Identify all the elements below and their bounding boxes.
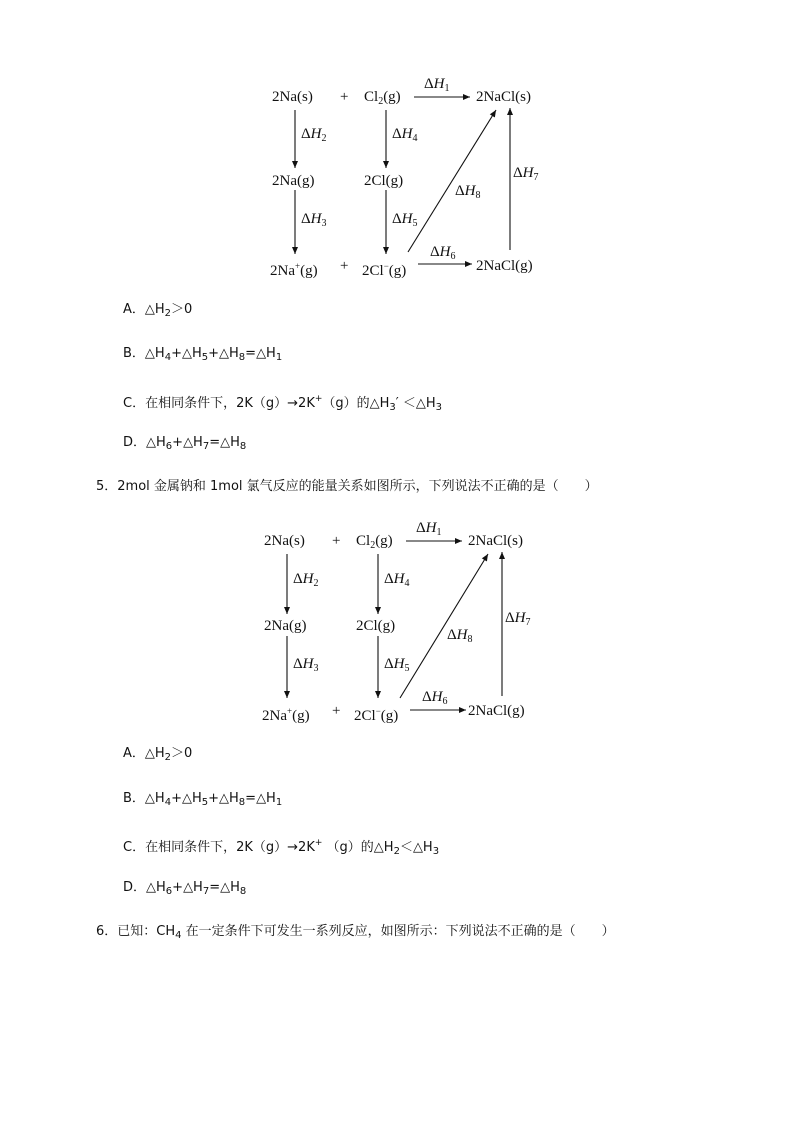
label-dh3: $\Delta H_3$ [293, 656, 319, 674]
species-nacl-solid: 2NaCl(s) [468, 533, 523, 549]
q5-option-d[interactable]: D．$\triangle H_6+\triangle H_7=\triangle H_8$ [123, 880, 247, 897]
species-cl2-gas: $Cl_2(g)$ [364, 89, 401, 107]
species-na-ion: 2Na+(g) [270, 261, 318, 279]
plus-sign: + [340, 89, 349, 105]
label-dh4: $\Delta H_4$ [392, 126, 418, 144]
diagram-arrows [0, 516, 794, 716]
energy-cycle-diagram-2 [0, 516, 794, 724]
species-na-ion: 2Na+(g) [262, 706, 310, 724]
q4-option-a[interactable]: A．$\triangle H_2>0$ [123, 302, 193, 319]
species-cl-gas: 2Cl(g) [356, 618, 396, 634]
label-dh3: $\Delta H_3$ [301, 211, 327, 229]
arrow-dh8 [408, 110, 496, 252]
species-na-solid: 2Na(s) [272, 89, 313, 105]
label-dh1: $\Delta H_1$ [416, 520, 442, 538]
label-dh7: $\Delta H_7$ [513, 165, 539, 183]
q4-option-d[interactable]: D．$\triangle H_6+\triangle H_7=\triangle H_8$ [123, 435, 247, 452]
q4-option-c[interactable]: C．在相同条件下，2K（g）→2K+（g）的$\triangle H_3'$ $<\triangle H_3$ [123, 394, 443, 413]
species-nacl-solid: 2NaCl(s) [476, 89, 531, 105]
label-dh6: $\Delta H_6$ [430, 244, 456, 262]
label-dh8: $\Delta H_8$ [455, 183, 481, 201]
q5-option-a[interactable]: A．$\triangle H_2>0$ [123, 746, 193, 763]
label-dh8: $\Delta H_8$ [447, 627, 473, 645]
plus-sign: + [332, 703, 341, 719]
q5-option-c[interactable]: C．在相同条件下，2K（g）→2K+ （g）的$\triangle H_2<\triangle H_3$ [123, 838, 440, 857]
species-na-solid: 2Na(s) [264, 533, 305, 549]
question-5-stem: 5．2mol 金属钠和 1mol 氯气反应的能量关系如图所示，下列说法不正确的是（ ） [96, 479, 598, 494]
label-dh1: $\Delta H_1$ [424, 76, 450, 94]
species-na-gas: 2Na(g) [264, 618, 307, 634]
label-dh7: $\Delta H_7$ [505, 610, 531, 628]
q5-option-b[interactable]: B．$\triangle H_4+\triangle H_5+\triangle H_8=\triangle H_1$ [123, 791, 283, 808]
species-cl-ion: 2Cl−(g) [362, 261, 407, 279]
question-6-stem: 6．已知：$CH_4$ 在一定条件下可发生一系列反应，如图所示：下列说法不正确的是（ ） [96, 924, 615, 941]
energy-cycle-diagram-1 [0, 72, 794, 279]
species-nacl-gas: 2NaCl(g) [468, 703, 525, 719]
plus-sign: + [332, 533, 341, 549]
species-cl2-gas: $Cl_2(g)$ [356, 533, 393, 551]
label-dh2: $\Delta H_2$ [293, 571, 319, 589]
species-nacl-gas: 2NaCl(g) [476, 258, 533, 274]
q4-option-b[interactable]: B．$\triangle H_4+\triangle H_5+\triangle H_8=\triangle H_1$ [123, 346, 283, 363]
label-dh6: $\Delta H_6$ [422, 689, 448, 707]
label-dh2: $\Delta H_2$ [301, 126, 327, 144]
species-cl-gas: 2Cl(g) [364, 173, 404, 189]
species-na-gas: 2Na(g) [272, 173, 315, 189]
label-dh5: $\Delta H_5$ [384, 656, 410, 674]
species-cl-ion: 2Cl−(g) [354, 706, 399, 724]
plus-sign: + [340, 258, 349, 274]
label-dh4: $\Delta H_4$ [384, 571, 410, 589]
label-dh5: $\Delta H_5$ [392, 211, 418, 229]
arrow-dh8 [400, 554, 488, 698]
